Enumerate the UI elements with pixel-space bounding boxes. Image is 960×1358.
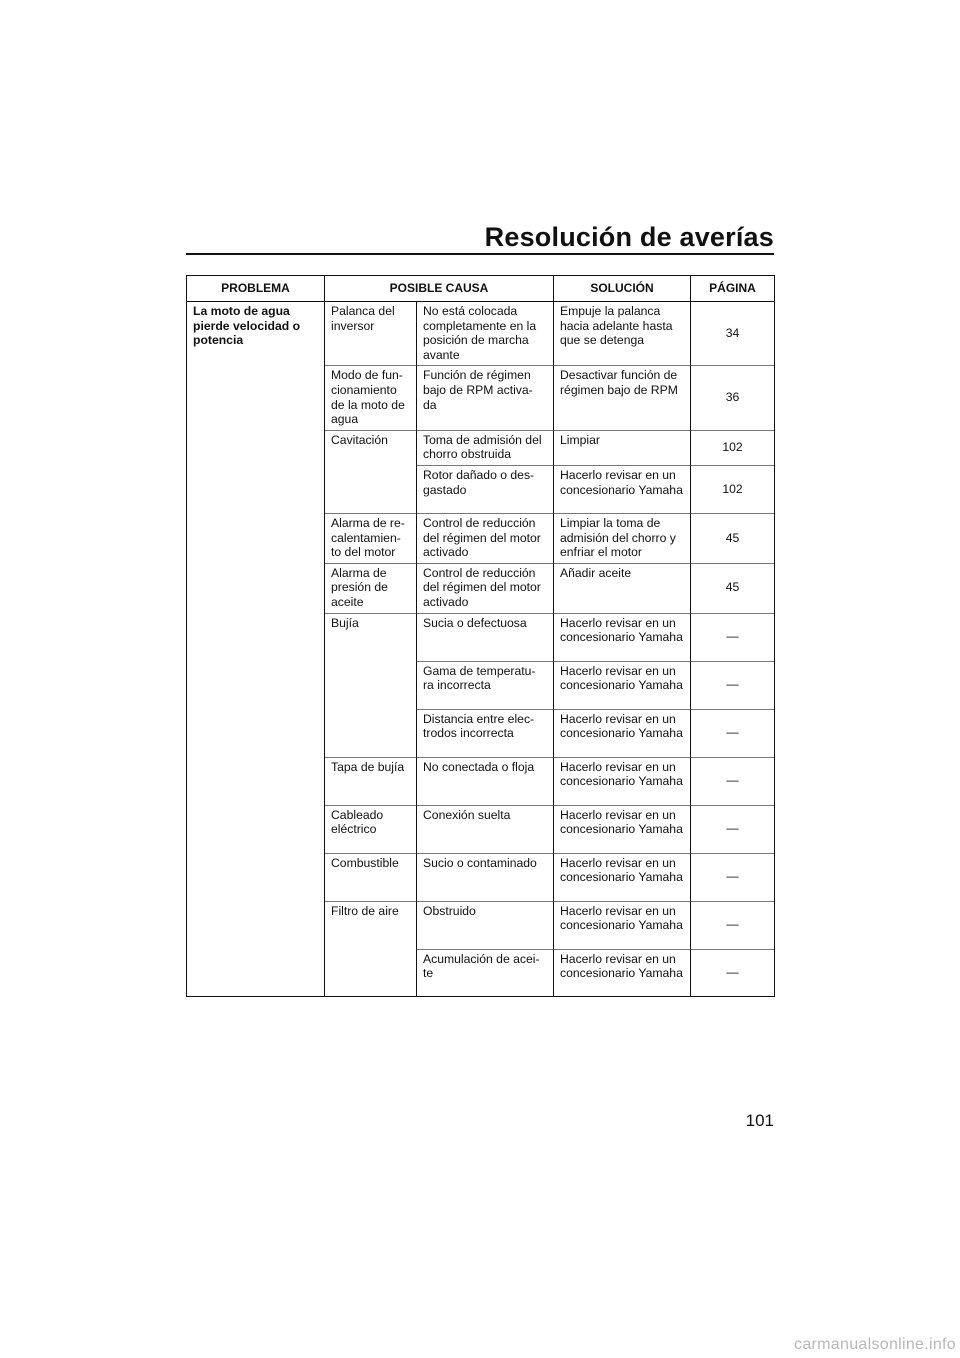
cause-detail-cell: Sucia o defectuosa — [417, 613, 554, 661]
cause-detail-cell: No está colocada completamente en la posición de marcha avante — [417, 302, 554, 366]
page-cell: — — [691, 853, 775, 901]
page-cell: 102 — [691, 430, 775, 465]
solution-cell: Añadir aceite — [554, 563, 691, 613]
page-cell: — — [691, 805, 775, 853]
solution-cell: Hacerlo revisar en un concesionario Yamaha — [554, 613, 691, 661]
solution-cell: Hacerlo revisar en un concesionario Yamaha — [554, 805, 691, 853]
solution-cell: Hacerlo revisar en un concesionario Yamaha — [554, 901, 691, 949]
solution-cell: Desactivar función de régimen bajo de RPM — [554, 366, 691, 430]
cause-detail-cell: Control de reducción del régimen del motor activado — [417, 513, 554, 563]
title-divider — [186, 253, 774, 255]
header-page: PÁGINA — [691, 276, 775, 302]
cause-detail-cell: Obstruido — [417, 901, 554, 949]
watermark: carmanualsonline.info — [794, 1336, 956, 1353]
table-body — [187, 302, 775, 997]
page-cell: 45 — [691, 563, 775, 613]
cause-cell: Palanca del inversor — [325, 302, 417, 366]
solution-cell: Hacerlo revisar en un concesionario Yamaha — [554, 661, 691, 709]
cause-detail-cell: Gama de temperatu- ra incorrecta — [417, 661, 554, 709]
page-cell: — — [691, 757, 775, 805]
solution-cell: Limpiar — [554, 430, 691, 465]
page-number: 101 — [745, 1111, 774, 1130]
cause-cell: Alarma de re- calentamien- to del motor — [325, 513, 417, 563]
solution-cell: Hacerlo revisar en un concesionario Yamaha — [554, 949, 691, 996]
cause-detail-cell: Distancia entre elec- trodos incorrecta — [417, 709, 554, 757]
cause-detail-cell: Rotor dañado o des- gastado — [417, 465, 554, 513]
page-cell: — — [691, 709, 775, 757]
cause-detail-cell: Acumulación de acei- te — [417, 949, 554, 996]
solution-cell: Hacerlo revisar en un concesionario Yamaha — [554, 757, 691, 805]
cause-detail-cell: No conectada o floja — [417, 757, 554, 805]
cause-cell: Cableado eléctrico — [325, 805, 417, 853]
cause-cell: Alarma de presión de aceite — [325, 563, 417, 613]
header-problem: PROBLEMA — [187, 276, 325, 302]
page-cell: 36 — [691, 366, 775, 430]
cause-cell: Combustible — [325, 853, 417, 901]
problem-cell: La moto de agua pierde velocidad o potencia — [187, 302, 325, 997]
solution-cell: Hacerlo revisar en un concesionario Yamaha — [554, 709, 691, 757]
page-cell: — — [691, 901, 775, 949]
cause-detail-cell: Toma de admisión del chorro obstruida — [417, 430, 554, 465]
cause-cell: Tapa de bujía — [325, 757, 417, 805]
solution-cell: Empuje la palanca hacia adelante hasta que se detenga — [554, 302, 691, 366]
header-cause: POSIBLE CAUSA — [325, 276, 554, 302]
cause-detail-cell: Sucio o contaminado — [417, 853, 554, 901]
page-cell: — — [691, 613, 775, 661]
table-header-row — [187, 276, 775, 302]
solution-cell: Hacerlo revisar en un concesionario Yamaha — [554, 465, 691, 513]
cause-cell: Bujía — [325, 613, 417, 757]
cause-cell: Modo de fun- cionamiento de la moto de agua — [325, 366, 417, 430]
cause-detail-cell: Control de reducción del régimen del motor activado — [417, 563, 554, 613]
page-cell: — — [691, 949, 775, 996]
cause-cell: Cavitación — [325, 430, 417, 513]
page-cell: 102 — [691, 465, 775, 513]
solution-cell: Hacerlo revisar en un concesionario Yamaha — [554, 853, 691, 901]
cause-detail-cell: Función de régimen bajo de RPM activa- da — [417, 366, 554, 430]
troubleshooting-table — [186, 275, 775, 997]
page-title: Resolución de averías — [484, 222, 774, 252]
cause-detail-cell: Conexión suelta — [417, 805, 554, 853]
header-solution: SOLUCIÓN — [554, 276, 691, 302]
solution-cell: Limpiar la toma de admisión del chorro y enfriar el motor — [554, 513, 691, 563]
table-row — [187, 302, 775, 366]
page-cell: 45 — [691, 513, 775, 563]
page-cell: 34 — [691, 302, 775, 366]
page-cell: — — [691, 661, 775, 709]
cause-cell: Filtro de aire — [325, 901, 417, 996]
